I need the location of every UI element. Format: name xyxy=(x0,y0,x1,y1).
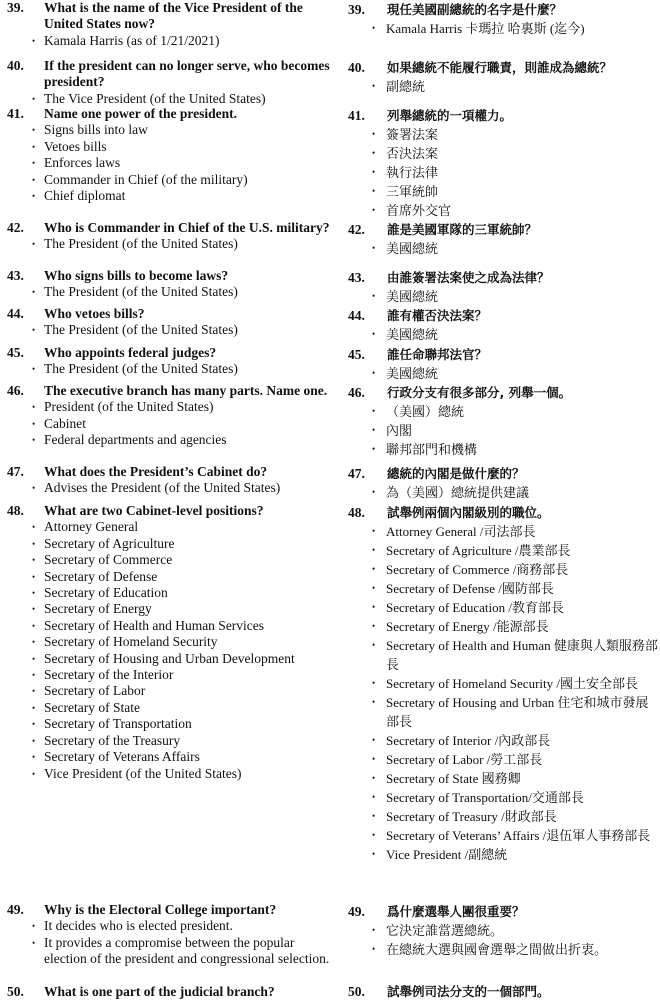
question-number: 50. xyxy=(348,984,365,999)
question-text: Who is Commander in Chief of the U.S. military? xyxy=(44,220,330,235)
answer-list xyxy=(386,522,660,864)
question-text: Name one power of the president. xyxy=(44,106,237,121)
question-number: 46. xyxy=(348,385,365,400)
answer-item: • Secretary of Transportation/交通部長 xyxy=(386,788,660,807)
answer-item: • Secretary of Housing and Urban 住宅和城市發展部長 xyxy=(386,693,660,731)
question-text: Who signs bills to become laws? xyxy=(44,268,229,283)
answer-item: • Secretary of the Treasury xyxy=(44,733,330,749)
answer-list xyxy=(44,361,330,377)
answer-item: • Secretary of Interior /內政部長 xyxy=(386,731,660,750)
question-46-en xyxy=(0,383,330,449)
answer-item: • The President (of the United States) xyxy=(44,236,330,252)
answer-list xyxy=(386,239,660,258)
answer-item: • （美國）總統 xyxy=(386,402,660,421)
question-text: What is one part of the judicial branch? xyxy=(44,984,275,999)
answer-item: • Secretary of Commerce /商務部長 xyxy=(386,560,660,579)
answer-item: • Secretary of Labor xyxy=(44,683,330,699)
question-number: 45. xyxy=(348,347,365,362)
question-text: 誰是美國軍隊的三軍統帥？ xyxy=(387,222,538,237)
question-41-zh xyxy=(343,106,660,220)
question-48-en xyxy=(0,503,330,782)
answer-item: • 否決法案 xyxy=(386,144,660,163)
question-number: 44. xyxy=(348,308,365,323)
question-48-zh xyxy=(343,503,660,864)
question-42-en xyxy=(0,220,330,253)
answer-list xyxy=(386,483,660,502)
answer-item: • Vetoes bills xyxy=(44,139,330,155)
question-43-zh xyxy=(343,268,660,306)
answer-list xyxy=(386,402,660,459)
question-number: 42. xyxy=(7,220,24,235)
answer-list xyxy=(386,325,660,344)
answer-item: • Secretary of State 國務卿 xyxy=(386,769,660,788)
question-47-en xyxy=(0,464,330,497)
answer-item: • Attorney General /司法部長 xyxy=(386,522,660,541)
answer-item: • Kamala Harris 卡瑪拉 哈裏斯 (迄今) xyxy=(386,19,660,38)
answer-list xyxy=(44,519,330,782)
question-number: 40. xyxy=(7,58,24,73)
question-text: If the president can no longer serve, who becomes president? xyxy=(44,58,330,90)
question-number: 49. xyxy=(348,904,365,919)
answer-item: • Secretary of Defense xyxy=(44,569,330,585)
question-number: 48. xyxy=(7,503,24,518)
answer-item: • Vice President /副總統 xyxy=(386,845,660,864)
question-text: 誰任命聯邦法官？ xyxy=(387,347,488,362)
question-41-en xyxy=(0,106,330,204)
question-number: 47. xyxy=(348,466,365,481)
question-text: The executive branch has many parts. Name one. xyxy=(44,383,328,398)
question-number: 41. xyxy=(348,108,365,123)
question-44-zh xyxy=(343,306,660,344)
answer-item: • The President (of the United States) xyxy=(44,322,330,338)
answer-item: • It provides a compromise between the popular election of the president and congressional selection. xyxy=(44,935,330,968)
question-number: 39. xyxy=(348,2,365,17)
answer-list xyxy=(44,122,330,204)
question-text: 如果總統不能履行職責，則誰成為總統？ xyxy=(387,60,613,75)
answer-list xyxy=(44,480,330,496)
answer-item: • Secretary of Transportation xyxy=(44,716,330,732)
question-text: Who appoints federal judges? xyxy=(44,345,217,360)
answer-item: • Secretary of State xyxy=(44,700,330,716)
question-39-zh xyxy=(343,0,660,38)
answer-list xyxy=(44,33,330,49)
question-number: 46. xyxy=(7,383,24,398)
answer-item: • 副總統 xyxy=(386,77,660,96)
answer-item: • Secretary of Education /教育部長 xyxy=(386,598,660,617)
question-45-zh xyxy=(343,345,660,383)
answer-item: • The President (of the United States) xyxy=(44,361,330,377)
answer-item: • President (of the United States) xyxy=(44,399,330,415)
question-text: 誰有權否決法案？ xyxy=(387,308,488,323)
answer-item: • Secretary of Veterans Affairs xyxy=(44,749,330,765)
question-number: 44. xyxy=(7,306,24,321)
question-44-en xyxy=(0,306,330,339)
answer-list xyxy=(44,91,330,107)
answer-item: • 內閣 xyxy=(386,421,660,440)
answer-item: • Commander in Chief (of the military) xyxy=(44,172,330,188)
question-40-en xyxy=(0,58,330,107)
answer-item: • The Vice President (of the United States) xyxy=(44,91,330,107)
answer-item: • Secretary of the Interior xyxy=(44,667,330,683)
answer-item: • 它決定誰當選總統。 xyxy=(386,921,660,940)
answer-item: • 在總統大選與國會選舉之間做出折衷。 xyxy=(386,940,660,959)
answer-item: • Secretary of Commerce xyxy=(44,552,330,568)
question-number: 43. xyxy=(7,268,24,283)
answer-list xyxy=(386,77,660,96)
answer-list xyxy=(386,19,660,38)
answer-list xyxy=(44,322,330,338)
answer-list xyxy=(386,125,660,220)
answer-item: • Chief diplomat xyxy=(44,188,330,204)
question-text: 現任美國副總統的名字是什麼？ xyxy=(387,2,563,17)
answer-item: • It decides who is elected president. xyxy=(44,918,330,934)
question-number: 50. xyxy=(7,984,24,999)
answer-item: • Secretary of Health and Human Services xyxy=(44,618,330,634)
answer-item: • Secretary of Labor /勞工部長 xyxy=(386,750,660,769)
question-text: 由誰簽署法案使之成為法律？ xyxy=(387,270,550,285)
question-text: What does the President’s Cabinet do? xyxy=(44,464,268,479)
question-number: 49. xyxy=(7,902,24,917)
question-49-zh xyxy=(343,902,660,959)
answer-item: • The President (of the United States) xyxy=(44,284,330,300)
question-text: Why is the Electoral College important? xyxy=(44,902,277,917)
answer-item: • Secretary of Agriculture /農業部長 xyxy=(386,541,660,560)
question-number: 45. xyxy=(7,345,24,360)
answer-item: • Secretary of Homeland Security /國土安全部長 xyxy=(386,674,660,693)
question-number: 39. xyxy=(7,0,24,15)
question-50-en xyxy=(0,984,330,1000)
answer-list xyxy=(386,287,660,306)
answer-item: • Cabinet xyxy=(44,416,330,432)
answer-item: • 為（美國）總統提供建議 xyxy=(386,483,660,502)
answer-item: • Federal departments and agencies xyxy=(44,432,330,448)
answer-item: • Secretary of Energy /能源部長 xyxy=(386,617,660,636)
answer-item: • Secretary of Agriculture xyxy=(44,536,330,552)
question-text: 總統的內閣是做什麼的？ xyxy=(387,466,525,481)
question-text: 行政分支有很多部分, 列舉一個。 xyxy=(387,385,572,400)
question-text: 試舉例兩個內閣級別的職位。 xyxy=(387,505,550,520)
question-number: 47. xyxy=(7,464,24,479)
answer-item: • Secretary of Defense /國防部長 xyxy=(386,579,660,598)
answer-item: • 執行法律 xyxy=(386,163,660,182)
question-text: 試舉例司法分支的一個部門。 xyxy=(387,984,550,999)
answer-list xyxy=(44,918,330,967)
question-text: Who vetoes bills? xyxy=(44,306,145,321)
answer-list xyxy=(386,921,660,959)
answer-item: • Secretary of Health and Human 健康與人類服務部長 xyxy=(386,636,660,674)
question-text: 列舉總統的一項權力。 xyxy=(387,108,513,123)
question-46-zh xyxy=(343,383,660,459)
answer-item: • Secretary of Education xyxy=(44,585,330,601)
question-49-en xyxy=(0,902,330,968)
answer-item: • Secretary of Energy xyxy=(44,601,330,617)
question-text: 爲什麼選舉人團很重要？ xyxy=(387,904,525,919)
answer-item: • 首席外交官 xyxy=(386,201,660,220)
answer-item: • 簽署法案 xyxy=(386,125,660,144)
answer-item: • 美國總統 xyxy=(386,287,660,306)
answer-list xyxy=(44,399,330,448)
answer-item: • Secretary of Homeland Security xyxy=(44,634,330,650)
answer-item: • Secretary of Veterans’ Affairs /退伍軍人事務部長 xyxy=(386,826,660,845)
question-number: 41. xyxy=(7,106,24,121)
question-50-zh xyxy=(343,982,660,1001)
answer-list xyxy=(44,236,330,252)
answer-item: • Secretary of Housing and Urban Development xyxy=(44,651,330,667)
question-number: 48. xyxy=(348,505,365,520)
answer-item: • 聯邦部門和機構 xyxy=(386,440,660,459)
answer-item: • 美國總統 xyxy=(386,325,660,344)
answer-item: • 三軍統帥 xyxy=(386,182,660,201)
question-number: 43. xyxy=(348,270,365,285)
question-45-en xyxy=(0,345,330,378)
question-text: What is the name of the Vice President of the United States now? xyxy=(44,0,303,32)
answer-item: • Advises the President (of the United States) xyxy=(44,480,330,496)
question-42-zh xyxy=(343,220,660,258)
answer-list xyxy=(386,364,660,383)
answer-item: • Kamala Harris (as of 1/21/2021) xyxy=(44,33,330,49)
question-number: 40. xyxy=(348,60,365,75)
question-40-zh xyxy=(343,58,660,96)
answer-item: • Enforces laws xyxy=(44,155,330,171)
answer-item: • Signs bills into law xyxy=(44,122,330,138)
question-43-en xyxy=(0,268,330,301)
answer-item: • Vice President (of the United States) xyxy=(44,766,330,782)
answer-item: • Secretary of Treasury /財政部長 xyxy=(386,807,660,826)
answer-item: • 美國總統 xyxy=(386,239,660,258)
question-39-en xyxy=(0,0,330,49)
question-number: 42. xyxy=(348,222,365,237)
question-47-zh xyxy=(343,464,660,502)
answer-list xyxy=(44,284,330,300)
question-text: What are two Cabinet-level positions? xyxy=(44,503,264,518)
answer-item: • 美國總統 xyxy=(386,364,660,383)
answer-item: • Attorney General xyxy=(44,519,330,535)
